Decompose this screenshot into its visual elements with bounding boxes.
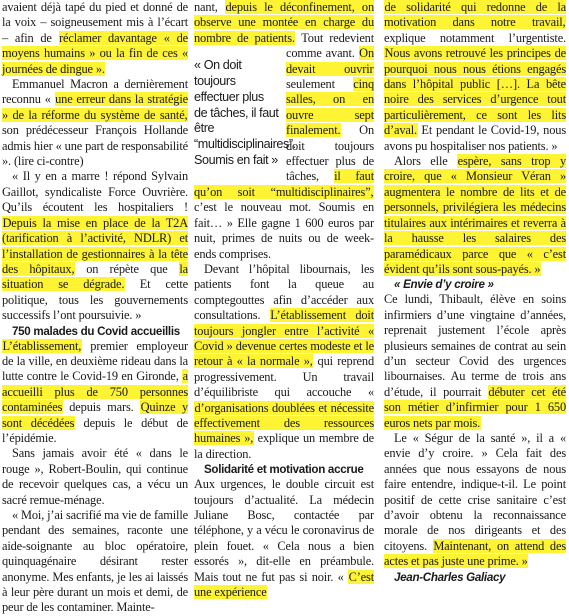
pull-quote: « On doit toujours effectuer plus de tâches, il faut être “multidisciplinaires”. Soumis en fait »	[194, 58, 296, 167]
highlight: de solidarité qui redonne de la motivation dans notre travail,	[384, 0, 566, 30]
highlight: d’organisations doublées et nécessite effectivement des ressources humaines »,	[194, 400, 374, 446]
highlight: On devait ouvrir	[286, 46, 374, 76]
highlight: Depuis la mise en place de la T2A (tarification à l’activité, NDLR) et l’installation de gestionnaires à la tête des hôpitaux,	[2, 215, 188, 276]
section-subheading: « Envie d’y croire »	[394, 278, 494, 292]
highlight: depuis le déconfinement, on observe une montée en charge du nombre de patients.	[194, 0, 374, 45]
highlight: espère, sans trop y croire, que « Monsieur Véran » augmentera le nombre de lits et de personnels, privilégiera les médecins titulaires aux intérimaires et reverra à la hausse les salaires des paramédicaux parce que « c’est évident qu’ils sont sous-payés. »	[384, 154, 566, 276]
paragraph: Ce lundi, Thibault, élève en soins infirmiers d’une vingtaine d’années, reprenait justement l’école après plusieurs semaines de contrat au sein d’un secteur Covid des urgences libournaises. Au terme de trois ans d’étude, il pourrait débuter cet été son métier d’infirmier pour 1 650 euros nets par mois.	[384, 292, 566, 430]
paragraph: L’établissement, premier employeur de la ville, en deuxième rideau dans la lutte contre le Covid-19 en Gironde, a accueilli plus de 750 personnes contaminées depuis mars. Quinze y sont décédées depuis le début de l’épidémie.	[2, 338, 189, 445]
highlight: il faut qu’on soit “multidisciplinaires”,	[194, 169, 374, 199]
article-column-2	[194, 0, 375, 600]
paragraph: Alors elle espère, sans trop y croire, que « Monsieur Véran » augmentera le nombre de lits et de personnels, privilégiera les médecins titulaires aux intérimaires et reverra à la hausse les salaires des paramédicaux parce que « c’est évident qu’ils sont sous-payés. »	[384, 154, 566, 276]
article-column-1	[2, 0, 189, 615]
highlight: Nous avons retrouvé les principes de pourquoi nous nous étions engagés dans l’hôpital public […]. La bête noire des services d’urgence tout particulièrement, ce sont les lits d’aval.	[384, 46, 566, 138]
highlight: a accueilli plus de 750 personnes contaminées	[2, 369, 188, 415]
paragraph: Emmanuel Macron a dernièrement reconnu « une erreur dans la stratégie » de la réforme du système de santé, son prédécesseur François Hollande admis hier « une part de responsabilité ». (lire ci-contre)	[2, 77, 188, 169]
paragraph: Le « Ségur de la santé », il a « envie d’y croire. » Cela fait des années que nous essayons de nous faire entendre, indique-t-il. Le point positif de cette crise sanitaire c’est d’avoir obtenu la reconnaissance morale de nos dirigeants et des citoyens. Maintenant, on attend des actes et pas juste une prime. »	[384, 430, 566, 569]
paragraph: de solidarité qui redonne de la motivation dans notre travail, explique notamment l’urgentiste. Nous avons retrouvé les principes de pourquoi nous nous étions engagés dans l’hôpital public […]. La bête noire des services d’urgence tout particulièrement, ce sont les lits d’aval. Et pendant le Covid-19, nous avons pu hospitaliser nos patients. »	[384, 0, 566, 153]
highlight: la situation se dégrade.	[2, 261, 189, 292]
article-column-3	[384, 0, 566, 595]
highlight: réclamer davantage « de moyens humains » ou la fin de ces « journées de dingue ».	[2, 30, 188, 76]
paragraph: avaient déjà tapé du pied et donné de la voix – soigneusement mis à l’écart – afin de réclamer davantage « de moyens humains » ou la fin de ces « journées de dingue ».	[2, 0, 188, 76]
highlight: Quinze y sont décédées	[2, 400, 188, 430]
section-subheading: Solidarité et motivation accrue	[204, 463, 364, 477]
highlight: débuter cet été son métier d’infirmier pour 1 650 euros nets par mois.	[384, 384, 566, 430]
paragraph: nant, depuis le déconfinement, on observe une montée en charge du nombre de patients. Tout redevient comme avant. « On doit toujours effectuer plus de tâches, il faut être “multidisciplinaires”. Soumis en fait » On devait ouvrir seulement cinq salles, on en ouvre sept finalement. On doit toujours effectuer plus de tâches, il faut qu’on soit “multidisciplinaires”, c’est le nouveau mot. Soumis en fait… » Elle gagne 1 600 euros par nuit, primes de nuits ou de week-ends comprises.	[194, 0, 375, 261]
highlight: cinq salles, on en ouvre sept finalement.	[286, 77, 374, 138]
author-signature: Jean-Charles Galiacy	[394, 570, 506, 584]
highlight: L’établissement,	[2, 338, 82, 353]
paragraph: Aux urgences, le double circuit est toujours d’actualité. La médecin Juliane Bosc, contactée par téléphone, y a vécu le coronavirus de plein fouet. « Cela nous a bien essorés », dit-elle en préambule. Mais tout ne fut pas si noir. « C’est une expérience	[194, 477, 374, 600]
highlight: L’établissement doit toujours jongler entre l’activité « Covid » devenue certes modeste et le retour à « la normale »,	[194, 308, 374, 369]
highlight: C’est une expérience	[194, 569, 374, 600]
highlight: Maintenant, on attend des actes et pas juste une prime. »	[384, 538, 566, 569]
paragraph: Devant l’hôpital libournais, les patients font la queue au comptegouttes afin d’accéder aux consultations. L’établissement doit toujours jongler entre l’activité « Covid » devenue certes modeste et le retour à « la normale », qui reprend progressivement. Un travail d’équilibriste qui accouche « d’organisations doublées et nécessite effectivement des ressources humaines », explique un membre de la direction.	[194, 261, 374, 461]
paragraph: Sans jamais avoir été « dans le rouge », Robert-Boulin, qui continue de recevoir quelques cas, a vécu un sacré remue-ménage.	[2, 446, 188, 507]
paragraph: « Il y en a marre ! répond Sylvain Gaillot, syndicaliste Force Ouvrière. Qu’ils écoutent les hospitaliers ! Depuis la mise en place de la T2A (tarification à l’activité, NDLR) et l’installation de gestionnaires à la tête des hôpitaux, on répète que la situation se dégrade. Et cette politique, tous les gouvernements successifs l’ont poursuivie. »	[2, 169, 189, 323]
paragraph: « Moi, j’ai sacrifié ma vie de famille pendant des semaines, raconte une aide-soignante au bloc opératoire, quinquagénaire désirant rester anonyme. Mes enfants, je les ai laissés à leur père durant un mois et demi, de peur de les contaminer. Mainte-	[2, 508, 188, 615]
section-subheading: 750 malades du Covid accueillis	[12, 324, 180, 338]
highlight: une erreur dans la stratégie » de la réforme du système de santé,	[2, 92, 188, 122]
